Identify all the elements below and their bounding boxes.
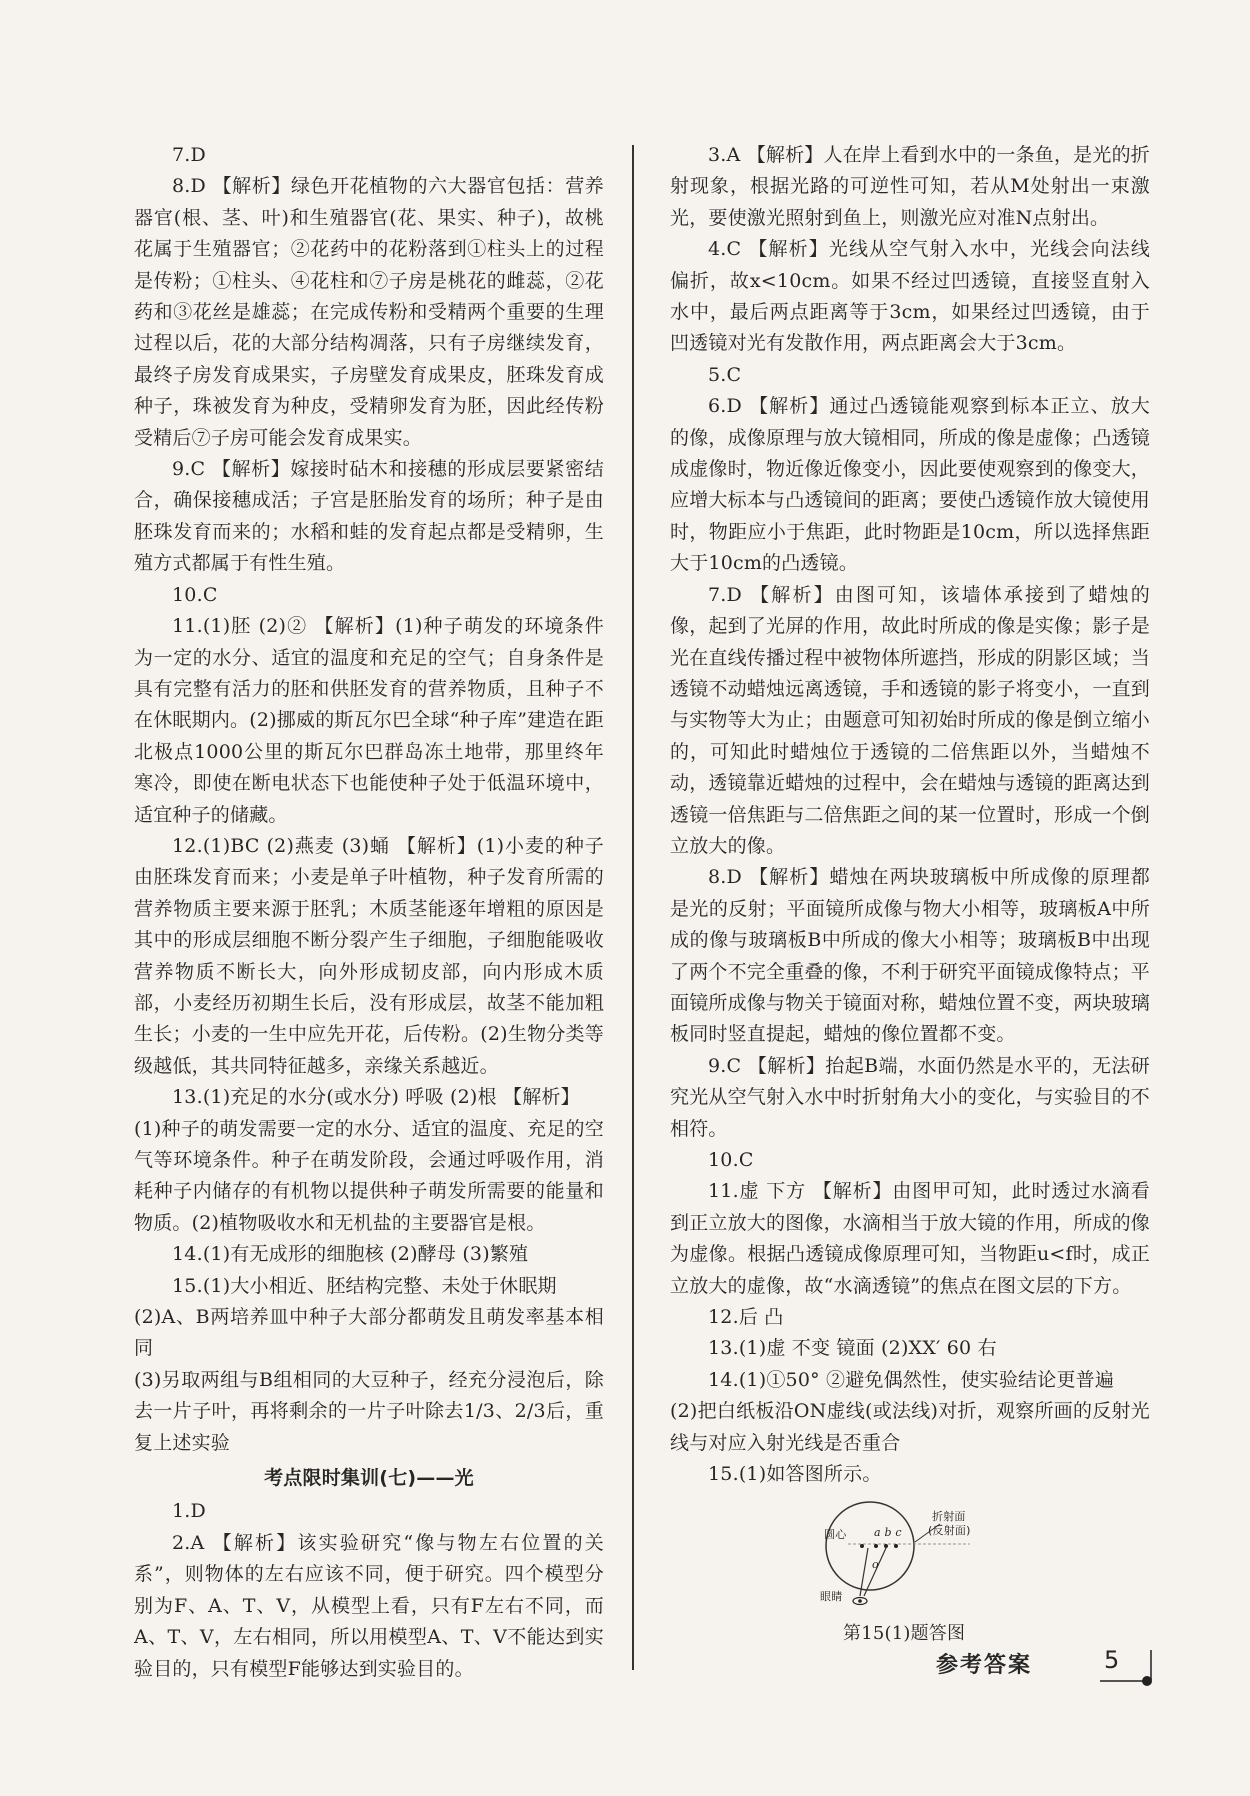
o-label: o bbox=[872, 1558, 879, 1572]
answer-paragraph: 3.A 【解析】人在岸上看到水中的一条鱼，是光的折射现象，根据光路的可逆性可知，若从M处射出一束激光，要使激光照射到鱼上，则激光应对准N点射出。 bbox=[670, 144, 1150, 229]
answer-paragraph: 4.C 【解析】光线从空气射入水中，光线会向法线偏折，故x<10cm。如果不经过凹透镜，直接竖直射入水中，最后两点距离等于3cm，如果经过凹透镜，由于凹透镜对光有发散作用，两点距离会大于3cm。 bbox=[670, 238, 1150, 355]
answer-paragraph: 8.D 【解析】蜡烛在两块玻璃板中所成像的原理都是光的反射；平面镜所成像与物大小相等，玻璃板A中所成的像与玻璃板B中所成的像大小相等；玻璃板B中出现了两个不完全重叠的像，不利于研究平面镜成像特点；平面镜所成像与物关于镜面对称，蜡烛位置不变，两块玻璃板同时竖直提起，蜡烛的像位置都不变。 bbox=[670, 866, 1151, 1046]
refract-label: 折射面 bbox=[932, 1510, 966, 1524]
footer-tick bbox=[1150, 1650, 1152, 1680]
answer-paragraph: 7.D bbox=[172, 144, 206, 166]
answer-paragraph: 6.D 【解析】通过凸透镜能观察到标本正立、放大的像，成像原理与放大镜相同，所成的像是虚像；凸透镜成虚像时，物近像近像变小，因此要使观察到的像变大，应增大标本与凸透镜间的距离；要使凸透镜作放大镜使用时，物距应小于焦距，此时物距是10cm，所以选择焦距大于10cm的凸透镜。 bbox=[670, 395, 1151, 575]
answer-paragraph: 14.(1)①50° ②避免偶然性，使实验结论更普遍 bbox=[708, 1368, 1115, 1391]
section-title: 考点限时集训(七)——光 bbox=[264, 1467, 474, 1490]
eye-label: 眼睛 bbox=[820, 1590, 843, 1604]
answer-paragraph: 1.D bbox=[172, 1500, 206, 1523]
answer-paragraph: 5.C bbox=[708, 363, 742, 386]
point-b bbox=[884, 1544, 888, 1548]
answer-figure bbox=[670, 1494, 1150, 1644]
page-number: 5 bbox=[1104, 1646, 1120, 1674]
answer-paragraph: 12.后 凸 bbox=[708, 1306, 784, 1329]
center-point bbox=[860, 1544, 864, 1548]
figure-caption: 第15(1)题答图 bbox=[843, 1623, 966, 1645]
footer-label: 参考答案 bbox=[936, 1653, 1033, 1678]
answer-paragraph: 15.(1)大小相近、胚结构完整、未处于休眠期 bbox=[172, 1274, 557, 1297]
answer-paragraph: 13.(1)虚 不变 镜面 (2)XX′ 60 右 bbox=[708, 1337, 997, 1360]
left-answer-list bbox=[134, 140, 604, 1459]
answer-paragraph: 10.C bbox=[172, 583, 218, 606]
left-answer-list-2 bbox=[134, 1496, 604, 1684]
left-column bbox=[134, 140, 604, 1685]
column-divider bbox=[632, 145, 634, 1670]
point-a bbox=[874, 1544, 878, 1548]
reflect-label: (反射面) bbox=[928, 1524, 971, 1538]
answer-paragraph: (3)另取两组与B组相同的大豆种子，经充分浸泡后，除去一片子叶，再将剩余的一片子叶除去1/3、2/3后，重复上述实验 bbox=[134, 1368, 604, 1454]
right-answer-list bbox=[670, 140, 1150, 1490]
footer-dot bbox=[1142, 1676, 1152, 1686]
answer-paragraph: 11.(1)胚 (2)② 【解析】(1)种子萌发的环境条件为一定的水分、适宜的温度和充足的空气；自身条件是具有完整有活力的胚和供胚发育的营养物质，且种子不在休眠期内。(2)挪威的斯瓦尔巴全球“种子库”建造在距北极点1000公里的斯瓦尔巴群岛冻土地带，那里终年寒冷，即使在断电状态下也能使种子处于低温环境中，适宜种子的储藏。 bbox=[134, 615, 604, 826]
answer-paragraph: (1)种子的萌发需要一定的水分、适宜的温度、充足的空气等环境条件。种子在萌发阶段，会通过呼吸作用，消耗种子内储存的有机物以提供种子萌发所需要的能量和物质。(2)植物吸收水和无机盐的主要器官是根。 bbox=[134, 1117, 604, 1234]
answer-paragraph: 9.C 【解析】嫁接时砧木和接穗的形成层要紧密结合，确保接穗成活；子宫是胚胎发育的场所；种子是由胚珠发育而来的；水稻和蛙的发育起点都是受精卵，生殖方式都属于有性生殖。 bbox=[134, 458, 604, 575]
center-label: 圆心 bbox=[824, 1528, 847, 1542]
footer-rule bbox=[1100, 1680, 1146, 1682]
answer-paragraph: 9.C 【解析】抬起B端，水面仍然是水平的，无法研究光从空气射入水中时折射角大小的变化，与实验目的不相符。 bbox=[670, 1054, 1151, 1140]
answer-paragraph: 2.A 【解析】该实验研究“像与物左右位置的关系”，则物体的左右应该不同，便于研究。四个模型分别为F、A、T、V，从模型上看，只有F左右不同，而A、T、V，左右相同，所以用模型A、T、V不能达到实验目的，只有模型F能够达到实验目的。 bbox=[134, 1531, 604, 1680]
answer-paragraph: (2)把白纸板沿ON虚线(或法线)对折，观察所画的反射光线与对应入射光线是否重合 bbox=[670, 1400, 1150, 1454]
diagram-circle bbox=[826, 1502, 914, 1590]
answer-paragraph: 11.虚 下方 【解析】由图甲可知，此时透过水滴看到正立放大的图像，水滴相当于放大镜的作用，所成的像为虚像。根据凸透镜成像原理可知，当物距u<f时，成正立放大的虚像，故“水滴透镜”的焦点在图文层的下方。 bbox=[670, 1180, 1151, 1297]
answer-paragraph: 13.(1)充足的水分(或水分) 呼吸 (2)根 【解析】 bbox=[172, 1086, 580, 1109]
answer-paragraph: 10.C bbox=[708, 1149, 754, 1171]
points-label: a b c bbox=[874, 1526, 902, 1540]
refraction-diagram bbox=[820, 1494, 1020, 1614]
answer-paragraph: 8.D 【解析】绿色开花植物的六大器官包括：营养器官(根、茎、叶)和生殖器官(花、果实、种子)，故桃花属于生殖器官；②花药中的花粉落到①柱头上的过程是传粉；①柱头、④花柱和⑦子房是桃花的雌蕊，②花药和③花丝是雄蕊；在完成传粉和受精两个重要的生理过程以后，花的大部分结构凋落，只有子房继续发育，最终子房发育成果实，子房壁发育成果皮，胚珠发育成种子，珠被发育为种皮，受精卵发育为胚，因此经传粉受精后⑦子房可能会发育成果实。 bbox=[134, 175, 604, 449]
answer-paragraph: (2)A、B两培养皿中种子大部分都萌发且萌发率基本相同 bbox=[134, 1306, 604, 1360]
eye-pupil-icon bbox=[858, 1600, 862, 1604]
right-column bbox=[670, 140, 1150, 1644]
answer-paragraph: 12.(1)BC (2)燕麦 (3)蛹 【解析】(1)小麦的种子由胚珠发育而来；小麦是单子叶植物，种子发育所需的营养物质主要来源于胚乳；木质茎能逐年增粗的原因是其中的形成层细胞不断分裂产生子细胞，子细胞能吸收营养物质不断长大，向外形成韧皮部，向内形成木质部，小麦经历初期生长后，没有形成层，故茎不能加粗生长；小麦的一生中应先开花，后传粉。(2)生物分类等级越低，其共同特征越多，亲缘关系越近。 bbox=[134, 834, 604, 1077]
answer-paragraph: 7.D 【解析】由图可知，该墙体承接到了蜡烛的像，起到了光屏的作用，故此时所成的像是实像；影子是光在直线传播过程中被物体所遮挡，形成的阴影区域；当透镜不动蜡烛远离透镜，手和透镜的影子将变小，一直到与实物等大为止；由题意可知初始时所成的像是倒立缩小的，可知此时蜡烛位于透镜的二倍焦距以外，当蜡烛不动，透镜靠近蜡烛的过程中，会在蜡烛与透镜的距离达到透镜一倍焦距与二倍焦距之间的某一位置时，形成一个倒立放大的像。 bbox=[670, 583, 1151, 857]
answer-paragraph: 15.(1)如答图所示。 bbox=[708, 1463, 882, 1486]
answer-paragraph: 14.(1)有无成形的细胞核 (2)酵母 (3)繁殖 bbox=[172, 1243, 529, 1266]
point-c bbox=[894, 1544, 898, 1548]
